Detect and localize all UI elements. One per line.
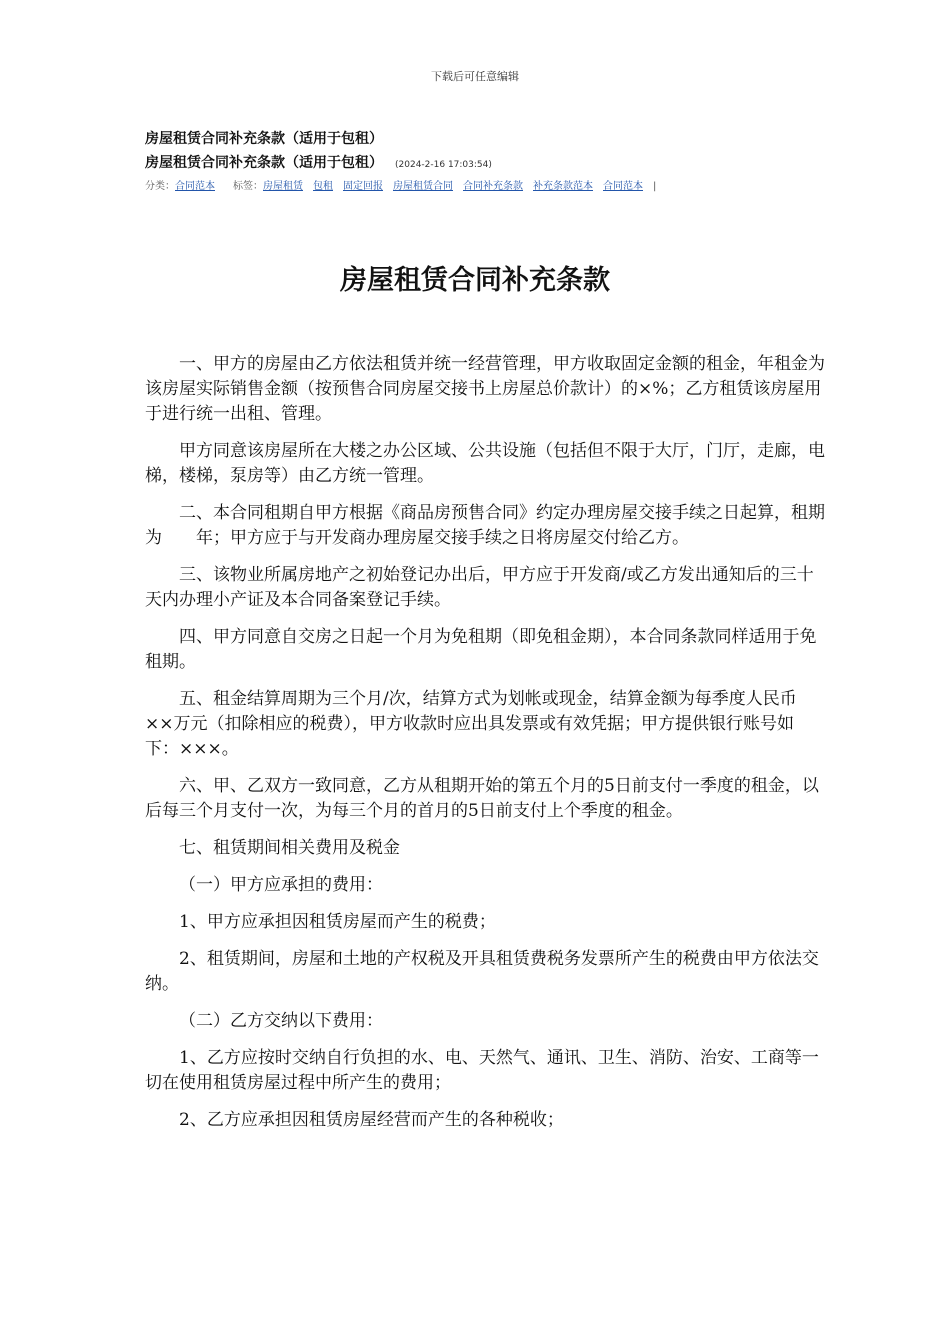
post-date: (2024-2-16 17:03:54) bbox=[395, 160, 492, 170]
clause-paragraph: 六、甲、乙双方一致同意，乙方从租期开始的第五个月的5日前支付一季度的租金，以后每三个月支付一次，为每三个月的首月的5日前支付上个季度的租金。 bbox=[145, 776, 819, 821]
download-note: 下载后可任意编辑 bbox=[431, 70, 519, 83]
category-label: 分类： bbox=[145, 181, 175, 192]
tags-label: 标签： bbox=[233, 181, 263, 192]
category-tag-line bbox=[145, 179, 845, 195]
sub-heading: （二）乙方交纳以下费用： bbox=[179, 1011, 383, 1031]
document-body bbox=[145, 352, 825, 1145]
clause-item: 2、租赁期间，房屋和土地的产权税及开具租赁费税务发票所产生的税费由甲方依法交纳。 bbox=[145, 949, 819, 994]
document-title: 房屋租赁合同补充条款 bbox=[340, 265, 610, 296]
post-title-1: 房屋租赁合同补充条款（适用于包租） bbox=[145, 131, 383, 147]
tag-link[interactable]: 包租 bbox=[313, 181, 333, 192]
tag-link[interactable]: 固定回报 bbox=[343, 181, 383, 192]
clause-paragraph: 五、租金结算周期为三个月/次，结算方式为划帐或现金，结算金额为每季度人民币××万元（扣除相应的税费），甲方收款时应出具发票或有效凭据；甲方提供银行账号如下：×××。 bbox=[145, 689, 797, 759]
post-title-2: 房屋租赁合同补充条款（适用于包租） bbox=[145, 155, 383, 171]
separator: | bbox=[653, 181, 657, 192]
clause-item: 1、乙方应按时交纳自行负担的水、电、天然气、通讯、卫生、消防、治安、工商等一切在使用租赁房屋过程中所产生的费用； bbox=[145, 1048, 819, 1093]
tag-link[interactable]: 合同范本 bbox=[603, 181, 643, 192]
clause-paragraph: 二、本合同租期自甲方根据《商品房预售合同》约定办理房屋交接手续之日起算，租期为 年；甲方应于与开发商办理房屋交接手续之日将房屋交付给乙方。 bbox=[145, 503, 825, 548]
tag-link[interactable]: 房屋租赁 bbox=[263, 181, 303, 192]
clause-paragraph: 甲方同意该房屋所在大楼之办公区域、公共设施（包括但不限于大厅，门厅，走廊，电梯，楼梯，泵房等）由乙方统一管理。 bbox=[145, 441, 825, 486]
clause-paragraph: 三、该物业所属房地产之初始登记办出后，甲方应于开发商/或乙方发出通知后的三十天内办理小产证及本合同备案登记手续。 bbox=[145, 565, 814, 610]
category-link[interactable]: 合同范本 bbox=[175, 181, 215, 192]
clause-heading: 七、租赁期间相关费用及税金 bbox=[179, 838, 400, 858]
clause-paragraph: 一、甲方的房屋由乙方依法租赁并统一经营管理，甲方收取固定金额的租金，年租金为该房屋实际销售金额（按预售合同房屋交接书上房屋总价款计）的×%；乙方租赁该房屋用于进行统一出租、管理。 bbox=[145, 354, 825, 424]
tag-link[interactable]: 合同补充条款 bbox=[463, 181, 523, 192]
tag-link[interactable]: 补充条款范本 bbox=[533, 181, 593, 192]
clause-item: 2、乙方应承担因租赁房屋经营而产生的各种税收； bbox=[179, 1110, 564, 1130]
sub-heading: （一）甲方应承担的费用： bbox=[179, 875, 383, 895]
clause-paragraph: 四、甲方同意自交房之日起一个月为免租期（即免租金期），本合同条款同样适用于免租期。 bbox=[145, 627, 817, 672]
post-title-2-row bbox=[145, 151, 845, 177]
tag-link[interactable]: 房屋租赁合同 bbox=[393, 181, 453, 192]
post-meta bbox=[145, 127, 845, 195]
clause-item: 1、甲方应承担因租赁房屋而产生的税费； bbox=[179, 912, 496, 932]
